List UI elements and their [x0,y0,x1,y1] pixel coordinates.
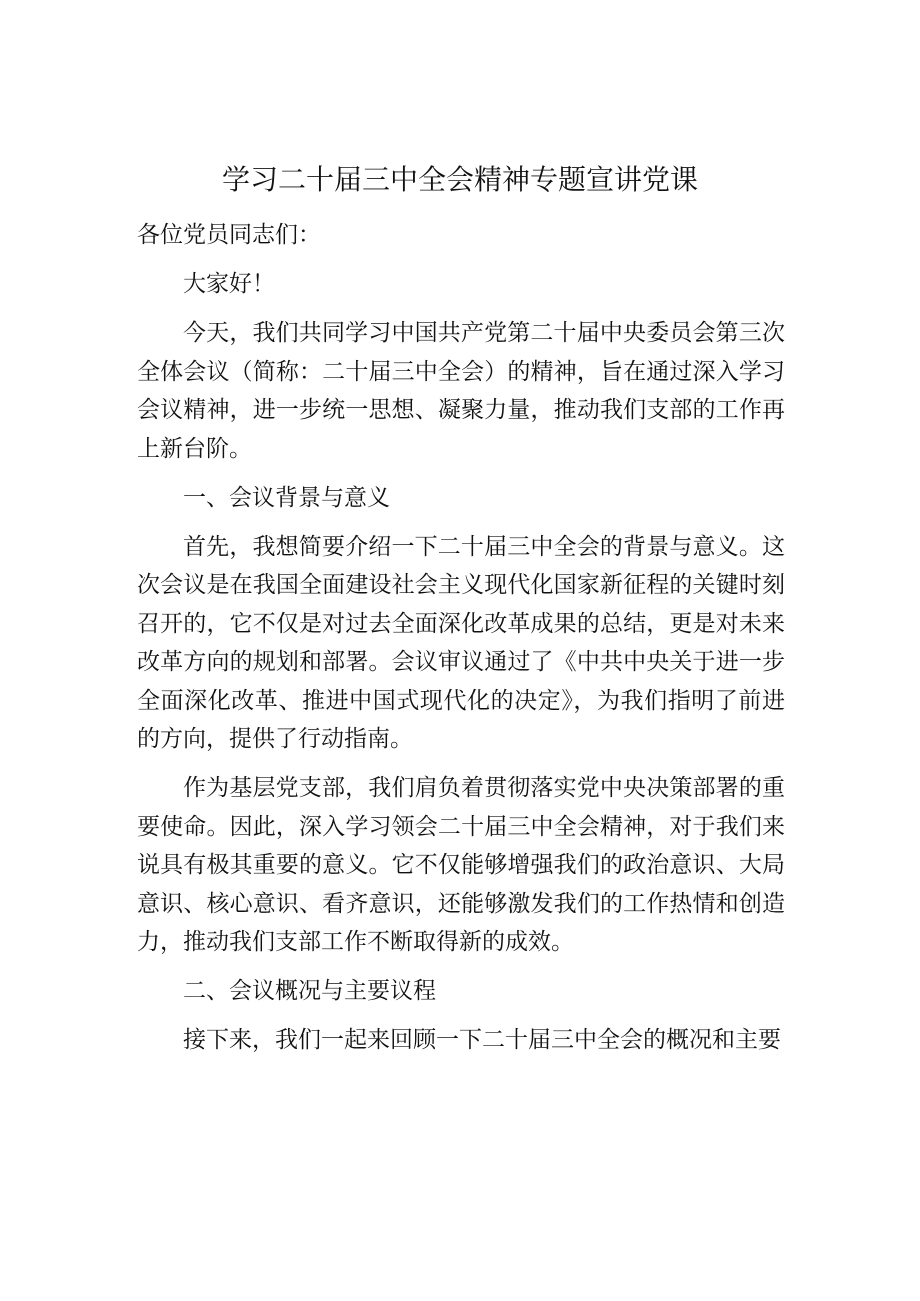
document-title: 学习二十届三中全会精神专题宣讲党课 [221,163,698,196]
section-heading-2: 二、会议概况与主要议程 [183,978,436,1004]
background-paragraph: 首先，我想简要介绍一下二十届三中全会的背景与意义。这次会议是在我国全面建设社会主义现代化国家新征程的关键时刻召开的，它不仅是对过去全面深化改革成果的总结，更是对未来改革方向的规划和部署。会议审议通过了《中共中央关于进一步全面深化改革、推进中国式现代化的决定》，为我们指明了前进的方向，提供了行动指南。 [137,533,785,752]
significance-paragraph: 作为基层党支部，我们肩负着贯彻落实党中央决策部署的重要使命。因此，深入学习领会二十届三中全会精神，对于我们来说具有极其重要的意义。它不仅能够增强我们的政治意识、大局意识、核心意识、看齐意识，还能够激发我们的工作热情和创造力，推动我们支部工作不断取得新的成效。 [137,775,785,955]
document-body [137,216,785,1070]
greeting-paragraph: 大家好！ [183,271,275,297]
intro-paragraph: 今天，我们共同学习中国共产党第二十届中央委员会第三次全体会议（简称：二十届三中全会）的精神，旨在通过深入学习会议精神，进一步统一思想、凝聚力量，推动我们支部的工作再上新台阶。 [137,320,785,462]
section-heading-1: 一、会议背景与意义 [183,484,390,511]
salutation: 各位党员同志们： [137,222,321,248]
overview-paragraph: 接下来，我们一起来回顾一下二十届三中全会的概况和主要 [183,1027,781,1053]
